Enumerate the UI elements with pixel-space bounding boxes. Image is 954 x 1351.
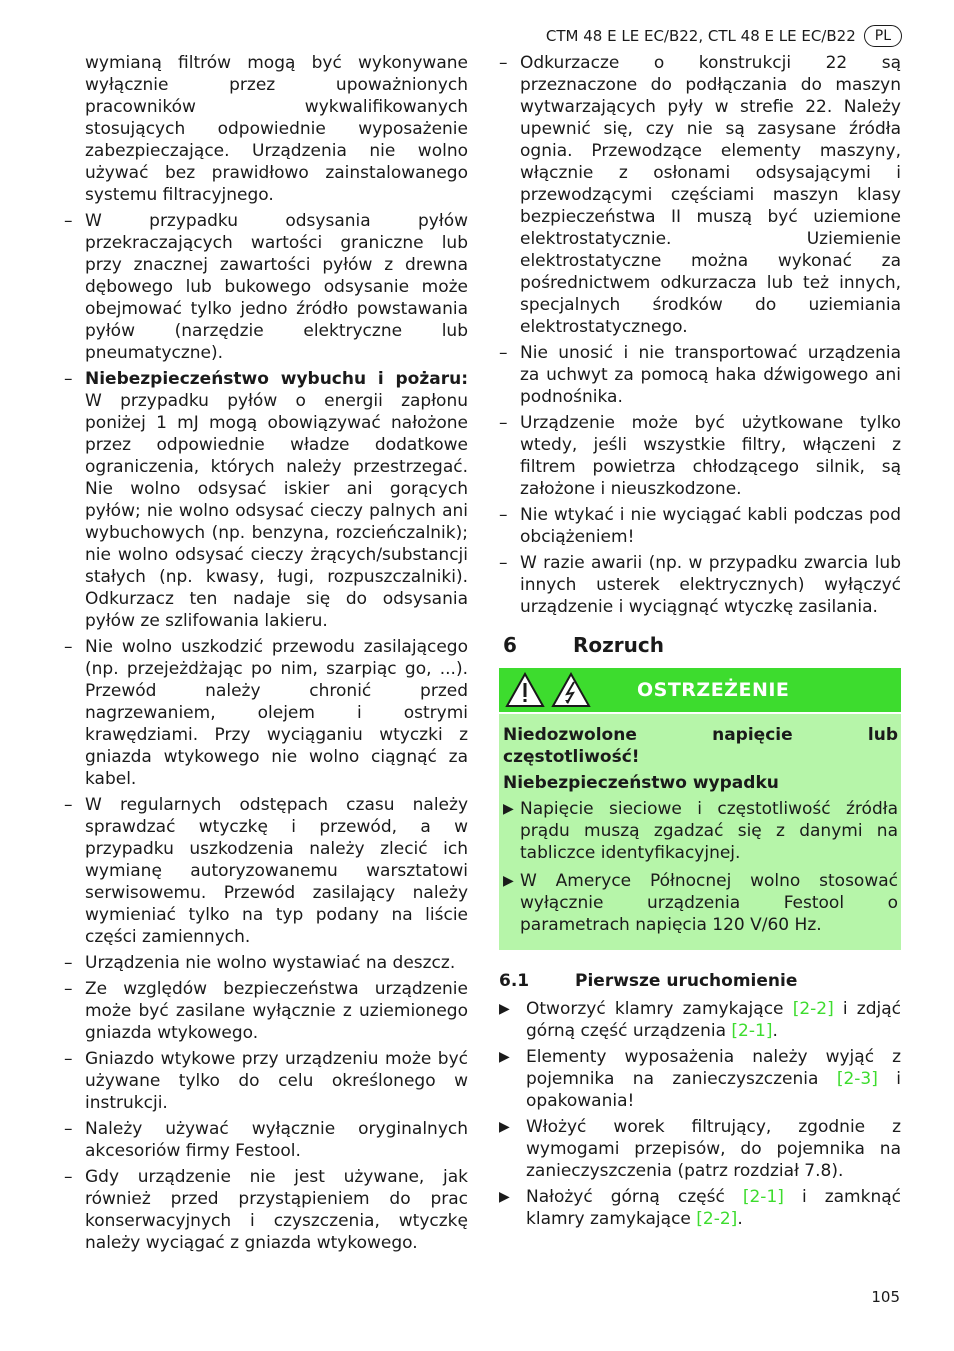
exclamation-warning-icon (505, 672, 545, 708)
bullet-triangle-icon: ▶ (503, 801, 514, 817)
step-item: ▶ Otworzyć klamry zamykające [2-2] i zdjąć górną część urządzenia [2-1]. (499, 999, 902, 1041)
warning-body (499, 714, 901, 950)
list-item: – W razie awarii (np. w przypadku zwarcia lub innych usterek elektrycznych) wyłączyć urządzenie i wyciągnąć wtyczkę zasilania. (499, 553, 901, 617)
figure-reference: [2-2] (792, 999, 834, 1019)
section-number: 6 (503, 633, 517, 657)
figure-reference: [2-1] (742, 1187, 784, 1207)
list-item: – W przypadku odsysania pyłów przekraczających wartości graniczne lub przy znacznej zawartości pyłów z drewna dębowego lub bukowego odsysanie może obejmować tylko jedno źródło powstawania pyłów (narzędzie elektryczne lub pneumatyczne). (64, 211, 468, 363)
bullet-triangle-icon: ▶ (499, 1049, 510, 1065)
language-badge: PL (864, 25, 902, 47)
list-item: – Urządzenia nie wolno wystawiać na deszcz. (64, 953, 456, 973)
explosion-warning-label: Niebezpieczeństwo wybuchu i pożaru: (85, 369, 468, 389)
list-item: – Nie wtykać i nie wyciągać kabli podczas pod obciążeniem! (499, 505, 901, 547)
list-item: – W regularnych odstępach czasu należy sprawdzać wtyczkę i przewód, a w przypadku uszkodzenia należy zlecić ich wymianę autoryzowanemu warsztatowi serwisowemu. Przewód zasilający należy wymieniać tylko na typ podany na liście części zamiennych. (64, 795, 468, 947)
list-item: – Gdy urządzenie nie jest używane, jak również przed przystąpieniem do prac konserwacyjnych i czyszczenia, wtyczkę należy wyciągać z gniazda wtykowego. (64, 1167, 468, 1253)
warning-heading: Niedozwolone napięcie lub częstotliwość! (503, 725, 898, 767)
figure-reference: [2-1] (731, 1021, 773, 1041)
list-item: – Gniazdo wtykowe przy urządzeniu może być używane tylko do celu określonego w instrukcji. (64, 1049, 468, 1113)
step-item: ▶ Nałożyć górną część [2-1] i zamknąć klamry zamykające [2-2]. (499, 1187, 901, 1229)
step-item: ▶ Elementy wyposażenia należy wyjąć z pojemnika na zanieczyszczenia [2-3] i opakowania! (499, 1047, 901, 1111)
left-column (64, 52, 468, 1258)
bullet-triangle-icon: ▶ (503, 873, 514, 889)
warning-bullet: ▶ W Ameryce Północnej wolno stosować wyłącznie urządzenia Festool o parametrach napięcia 120 V/60 Hz. (503, 871, 898, 935)
warning-icons (499, 672, 637, 708)
section-heading (499, 632, 901, 658)
electric-hazard-icon (551, 672, 591, 708)
list-item: – Nie wolno uszkodzić przewodu zasilającego (np. przejeżdżając po nim, szarpiąc go, ...). Przewód należy chronić przed nagrzewaniem, olejem i ostrymi krawędziami. Przy wyciąganiu wtyczki z gniazda wtykowego nie wolno ciągnąć za kabel. (64, 637, 468, 789)
list-item: – Ze względów bezpieczeństwa urządzenie może być zasilane wyłącznie z uziemionego gniazda wtykowego. (64, 979, 468, 1043)
list-item: – Odkurzacze o konstrukcji 22 są przeznaczone do podłączania do maszyn wytwarzających pyły w strefie 22. Należy upewnić się, czy nie są zasysane źródła ognia. Przewodzące elementy maszyny, włącznie z osłonami odsysającymi i przewodzącymi częściami maszyn klasy bezpieczeństwa II muszą być uziemione elektrostatycznie. Uziemienie elektrostatyczne można wykonać za pośrednictwem odkurzacza lub też innych, specjalnych środków do uziemiania elektrostatycznego. (499, 53, 901, 337)
bullet-triangle-icon: ▶ (499, 1119, 510, 1135)
model-title: CTM 48 E LE EC/B22, CTL 48 E LE EC/B22 (545, 27, 856, 45)
warning-box (499, 668, 901, 950)
figure-reference: [2-3] (836, 1069, 878, 1089)
warning-bullet: ▶ Napięcie sieciowe i częstotliwość źródła prądu muszą zgadzać się z danymi na tabliczce identyfikacyjnej. (503, 799, 898, 863)
warning-subheading: Niebezpieczeństwo wypadku (503, 773, 779, 793)
subsection-heading (499, 970, 901, 992)
subsection-title: Pierwsze uruchomienie (575, 971, 798, 991)
list-item: – Nie unosić i nie transportować urządzenia za uchwyt za pomocą haka dźwigowego ani podnośnika. (499, 343, 901, 407)
warning-bar (499, 668, 901, 714)
page-header (546, 25, 902, 47)
page-number: 105 (871, 1288, 900, 1306)
section-title: Rozruch (573, 633, 664, 657)
bullet-triangle-icon: ▶ (499, 1001, 510, 1017)
list-item: – Niebezpieczeństwo wybuchu i pożaru: W przypadku pyłów o energii zapłonu poniżej 1 mJ mogą obowiązywać nałożone przez odpowiednie władze dodatkowe ograniczenia, których należy przestrzegać. Nie wolno odsysać iskier ani gorących pyłów; nie wolno odsysać cieczy palnych ani wybuchowych (np. benzyna, rozcieńczalnik); nie wolno odsysać cieczy żrących/substancji stałych (np. kwasy, ługi, rozpuszczalniki). Odkurzacz ten nadaje się do odsysania pyłów ze szlifowania lakieru. (64, 369, 468, 631)
warning-title: OSTRZEŻENIE (637, 679, 790, 701)
step-item: ▶ Włożyć worek filtrujący, zgodnie z wymogami przepisów, do pojemnika na zanieczyszczenia (patrz rozdział 7.8). (499, 1117, 901, 1181)
continued-paragraph: wymianą filtrów mogą być wykonywane wyłącznie przez upoważnionych pracowników wykwalifikowanych stosujących odpowiednie wyposażenie zabezpieczające. Urządzenia nie wolno używać bez prawidłowo zainstalowanego systemu filtracyjnego. (85, 53, 468, 205)
list-item: – Urządzenie może być użytkowane tylko wtedy, jeśli wszystkie filtry, włączeni z filtrem powietrza chłodzącego silnik, są założone i nieuszkodzone. (499, 413, 901, 499)
list-item: – Należy używać wyłącznie oryginalnych akcesoriów firmy Festool. (64, 1119, 468, 1161)
bullet-triangle-icon: ▶ (499, 1189, 510, 1205)
figure-reference: [2-2] (696, 1209, 738, 1229)
right-column (499, 52, 901, 1234)
subsection-number: 6.1 (499, 971, 530, 991)
